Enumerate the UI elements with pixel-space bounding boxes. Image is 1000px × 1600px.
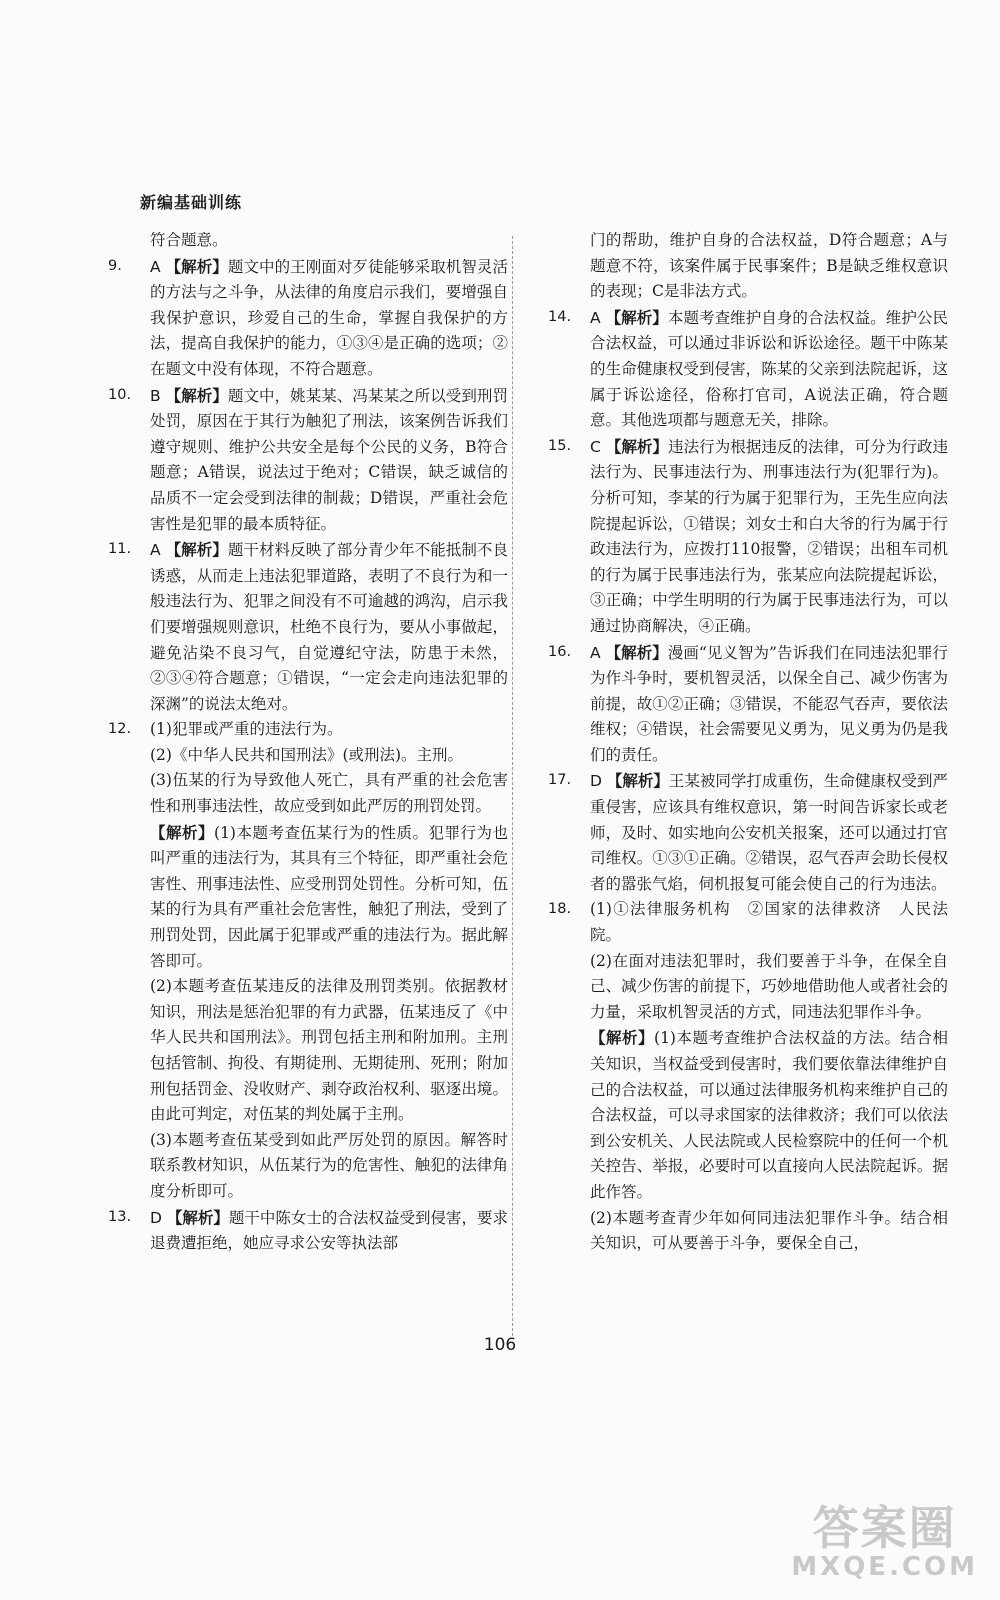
question-number: 18. [548,901,572,918]
answer-letter: A [590,308,601,327]
answer-line: (1)犯罪或严重的违法行为。 [150,720,343,739]
question-number: 15. [548,437,572,454]
question-item-15 [548,434,948,640]
question-number: 9. [108,257,122,274]
answer-letter: D [590,772,602,791]
analysis-tag: 【解析】 [605,642,668,662]
watermark-url: MXQE.COM [791,1552,978,1582]
column-divider [512,236,513,1336]
analysis-paragraph: (1)本题考查维护合法权益的方法。结合相关知识，当权益受到侵害时，我们要依靠法律维护自己的合法权益，可以通过法律服务机构来维护自己的合法权益，可以寻求国家的法律救济；我们可以依法到公安机关、人民法院或人民检察院中的任何一个机关控告、举报，必要时可以直接向人民法院起诉。据此作答。 [590,1029,948,1201]
answer-line: (1)①法律服务机构 ②国家的法律救济 人民法院。 [590,900,948,945]
answer-letter: C [590,437,601,456]
answer-letter: A [590,643,601,662]
analysis-text: 违法行为根据违反的法律，可分为行政违法行为、民事违法行为、刑事违法行为(犯罪行为)。分析可知，李某的行为属于犯罪行为，王先生应向法院提起诉讼，①错误；刘女士和白大爷的行为属于行政违法行为，应拨打110报警，②错误；出租车司机的行为属于民事违法行为，张某应向法院提起诉讼，③正确；中学生明明的行为属于民事违法行为，可以通过协商解决，④正确。 [590,437,948,635]
analysis-text: 题干材料反映了部分青少年不能抵制不良诱惑，从而走上违法犯罪道路，表明了不良行为和一般违法行为、犯罪之间没有不可逾越的鸿沟，启示我们要增强规则意识，杜绝不良行为，要从小事做起，避免沾染不良习气，自觉遵纪守法，防患于未然，②③④符合题意；①错误，“一定会走向违法犯罪的深渊”的说法太绝对。 [150,541,508,713]
question-item-12 [108,717,508,819]
answer-line: (2)《中华人民共和国刑法》(或刑法)。主刑。 [150,745,464,764]
question-item-13 [108,1205,508,1257]
question-number: 10. [108,386,132,403]
analysis-tag: 【解析】 [150,822,215,842]
site-watermark [791,1492,978,1582]
analysis-text: 题干中陈女士的合法权益受到侵害，要求退费遭拒绝，她应寻求公安等执法部 [150,1208,508,1253]
analysis-tag: 【解析】 [606,771,669,791]
book-title-header: 新编基础训练 [140,193,243,212]
question-item-16 [548,640,948,769]
analysis-paragraph: (3)本题考查伍某受到如此严厉处罚的原因。解答时联系教材知识，从伍某行为的危害性、触犯的法律角度分析即可。 [150,1130,508,1200]
answer-letter: A [150,541,161,560]
analysis-tag: 【解析】 [166,1207,229,1227]
question-item-17 [548,768,948,897]
left-column [108,228,508,1257]
analysis-tag: 【解析】 [605,436,669,456]
analysis-block-12 [108,820,508,1205]
answer-line: (3)伍某的行为导致他人死亡，具有严重的社会危害性和刑事违法性，故应受到如此严厉的刑罚处罚。 [150,771,508,816]
answer-line: (2)在面对违法犯罪时，我们要善于斗争，在保全自己、减少伤害的前提下，巧妙地借助他人或者社会的力量，采取机智灵活的方式，同违法犯罪作斗争。 [590,951,948,1021]
question-number: 12. [108,721,132,738]
analysis-paragraph: (2)本题考查伍某违反的法律及刑罚类别。依据教材知识，刑法是惩治犯罪的有力武器，伍某违反了《中华人民共和国刑法》。刑罚包括主刑和附加刑。主刑包括管制、拘役、有期徒刑、无期徒刑、死刑；附加刑包括罚金、没收财产、剥夺政治权利、驱逐出境。由此可判定，对伍某的判处属于主刑。 [150,977,508,1124]
carryover-text: 门的帮助，维护自身的合法权益，D符合题意；A与题意不符，该案件属于民事案件；B是缺乏维权意识的表现；C是非法方式。 [590,231,948,301]
analysis-text: 题文中的王刚面对歹徒能够采取机智灵活的方法与之斗争，从法律的角度启示我们，要增强自我保护意识，珍爱自己的生命，掌握自我保护的方法，提高自我保护的能力，①③④是正确的选项；②在题文中没有体现，不符合题意。 [150,257,508,378]
answer-letter: A [150,257,161,276]
answer-letter: B [150,386,161,405]
analysis-tag: 【解析】 [165,256,228,276]
analysis-text: 本题考查维护自身的合法权益。维护公民合法权益，可以通过非诉讼和诉讼途径。题干中陈某的生命健康权受到侵害，陈某的父亲到法院起诉，这属于诉讼途径，俗称打官司，A说法正确，符合题意。其他选项都与题意无关，排除。 [590,308,948,430]
question-number: 14. [548,308,572,325]
question-item-18 [548,897,948,1025]
analysis-tag: 【解析】 [590,1028,655,1048]
analysis-tag: 【解析】 [605,307,668,327]
question-item-10 [108,383,508,538]
answer-letter: D [150,1208,162,1227]
analysis-block-18 [548,1025,948,1256]
question-item-9 [108,254,508,383]
analysis-paragraph: (2)本题考查青少年如何同违法犯罪作斗争。结合相关知识，可从要善于斗争，要保全自己， [590,1208,948,1253]
question-item-14 [548,305,948,434]
watermark-logo-text: 答案圈 [812,1501,957,1555]
question-number: 17. [548,772,572,789]
analysis-tag: 【解析】 [165,385,228,405]
analysis-text: 题文中，姚某某、冯某某之所以受到刑罚处罚，原因在于其行为触犯了刑法，该案例告诉我们遵守规则、维护公共安全是每个公民的义务，B符合题意；A错误，说法过于绝对；C错误，缺乏诚信的品质不一定会受到法律的制裁；D错误，严重社会危害性是犯罪的最本质特征。 [150,386,508,533]
carryover-text: 符合题意。 [150,231,228,249]
question-item-11 [108,537,508,717]
question-number: 11. [108,541,132,558]
question-number: 16. [548,643,572,660]
page-number: 106 [483,1335,517,1355]
analysis-text: 漫画“见义智为”告诉我们在同违法犯罪行为作斗争时，要机智灵活，以保全自己、减少伤害为前提，故①②正确；③错误，不能忍气吞声，要依法维权；④错误，社会需要见义勇为，见义勇为仍是我们的责任。 [590,643,948,764]
analysis-text: 王某被同学打成重伤，生命健康权受到严重侵害，应该具有维权意识，第一时间告诉家长或老师，及时、如实地向公安机关报案，还可以通过打官司维权。①③①正确。②错误，忍气吞声会助长侵权者的嚣张气焰，伺机报复可能会使自己的行为违法。 [590,772,948,893]
right-column [548,228,948,1257]
analysis-paragraph: (1)本题考查伍某行为的性质。犯罪行为也叫严重的违法行为，其具有三个特征，即严重社会危害性、刑事违法性、应受刑罚处罚性。分析可知，伍某的行为具有严重社会危害性，触犯了刑法，受到了刑罚处罚，因此属于犯罪或严重的违法行为。据此解答即可。 [150,823,508,970]
question-number: 13. [108,1208,132,1225]
analysis-tag: 【解析】 [165,540,228,560]
